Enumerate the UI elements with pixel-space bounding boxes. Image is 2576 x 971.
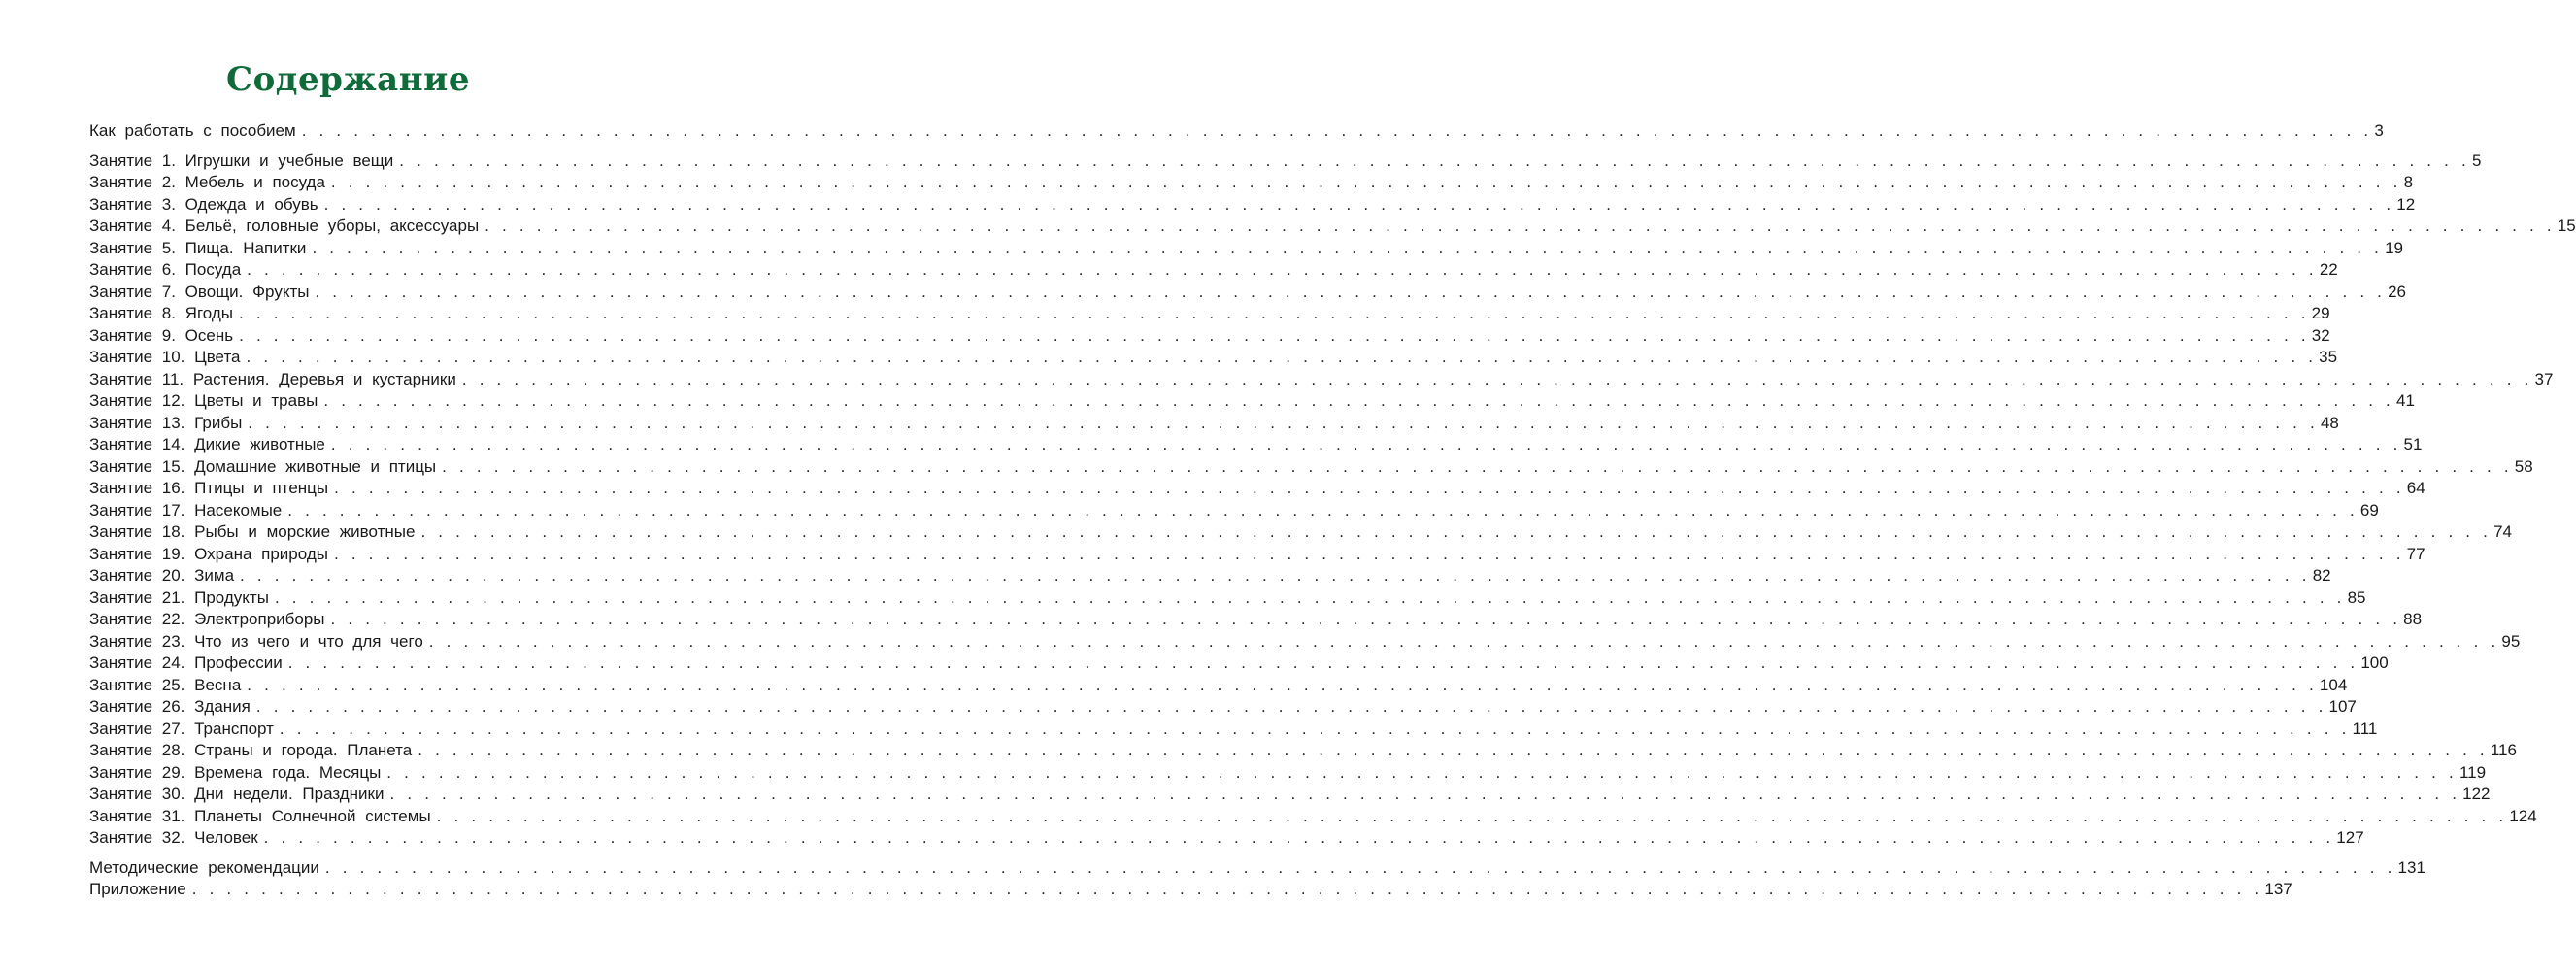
toc-entry-label: Как работать с пособием bbox=[89, 121, 296, 140]
toc-entry-page-number: 85 bbox=[2347, 587, 2366, 607]
toc-entry-label: Занятие 28. Страны и города. Планета bbox=[89, 741, 413, 759]
toc-entry[interactable] bbox=[89, 609, 2423, 631]
toc-entry-page-number: 64 bbox=[2406, 479, 2425, 497]
toc-entry-page-number: 119 bbox=[2459, 762, 2487, 782]
toc-appendix-group bbox=[89, 857, 2425, 901]
toc-dot-leader: . . . . . . . . . . . . . . . . . . . . . . . . . . . . . . . . . . . . . . . . . . . . . . . . . . . . . . . . . . . . . . . . . . . . . . . . . . . . . . . . . . . . . . . . . . . . . . . . . . . . . . . . . . . . . . . . . . . . . . . . bbox=[334, 479, 2405, 497]
toc-entry[interactable] bbox=[89, 521, 2512, 544]
toc-entry-label: Занятие 32. Человек bbox=[89, 828, 258, 847]
toc-entry-page-number: 82 bbox=[2312, 566, 2331, 585]
toc-dot-leader: . . . . . . . . . . . . . . . . . . . . . . . . . . . . . . . . . . . . . . . . . . . . . . . . . . . . . . . . . . . . . . . . . . . . . . . . . . . . . . . . . . . . . . . . . . . . . . . . . . . . . . . . . . . . . . . . . . . . . . . . bbox=[239, 325, 2310, 345]
toc-entry[interactable] bbox=[89, 151, 2482, 173]
toc-entry[interactable] bbox=[89, 784, 2491, 806]
toc-dot-leader: . . . . . . . . . . . . . . . . . . . . . . . . . . . . . . . . . . . . . . . . . . . . . . . . . . . . . . . . . . . . . . . . . . . . . . . . . . . . . . . . . . . . . . . . . . . . . . . . . . . . . . . . . . . . . . . . . . . . . . . . bbox=[436, 806, 2508, 825]
table-of-contents bbox=[89, 120, 2576, 901]
toc-entry-label: Занятие 15. Домашние животные и птицы bbox=[89, 456, 437, 476]
toc-entry-page-number: 104 bbox=[2319, 675, 2348, 694]
toc-entry-page-number: 41 bbox=[2395, 391, 2415, 410]
toc-dot-leader: . . . . . . . . . . . . . . . . . . . . . . . . . . . . . . . . . . . . . . . . . . . . . . . . . . . . . . . . . . . . . . . . . . . . . . . . . . . . . . . . . . . . . . . . . . . . . . . . . . . . . . . . . . . . . . . . . . . . . . . . bbox=[274, 587, 2346, 607]
toc-entry[interactable] bbox=[89, 500, 2379, 522]
toc-dot-leader: . . . . . . . . . . . . . . . . . . . . . . . . . . . . . . . . . . . . . . . . . . . . . . . . . . . . . . . . . . . . . . . . . . . . . . . . . . . . . . . . . . . . . . . . . . . . . . . . . . . . . . . . . . . . . . . . . . . . . . . . bbox=[399, 151, 2470, 170]
toc-entry-label: Занятие 6. Посуда bbox=[89, 260, 242, 279]
toc-entry[interactable] bbox=[89, 544, 2425, 566]
toc-dot-leader: . . . . . . . . . . . . . . . . . . . . . . . . . . . . . . . . . . . . . . . . . . . . . . . . . . . . . . . . . . . . . . . . . . . . . . . . . . . . . . . . . . . . . . . . . . . . . . . . . . . . . . . . . . . . . . . . . . . . . . . . bbox=[255, 697, 2327, 716]
toc-dot-leader: . . . . . . . . . . . . . . . . . . . . . . . . . . . . . . . . . . . . . . . . . . . . . . . . . . . . . . . . . . . . . . . . . . . . . . . . . . . . . . . . . . . . . . . . . . . . . . . . . . . . . . . . . . . . . . . . . . . . . . . . bbox=[428, 631, 2500, 651]
toc-entry-label: Занятие 4. Бельё, головные уборы, аксессуары bbox=[89, 217, 480, 235]
toc-entry[interactable] bbox=[89, 631, 2521, 653]
toc-dot-leader: . . . . . . . . . . . . . . . . . . . . . . . . . . . . . . . . . . . . . . . . . . . . . . . . . . . . . . . . . . . . . . . . . . . . . . . . . . . . . . . . . . . . . . . . . . . . . . . . . . . . . . . . . . . . . . . . . . . . . . . . bbox=[323, 194, 2395, 214]
toc-entry[interactable] bbox=[89, 172, 2414, 194]
toc-entry-label: Занятие 14. Дикие животные bbox=[89, 435, 325, 453]
toc-entry-page-number: 48 bbox=[2320, 413, 2339, 432]
toc-entry-label: Занятие 2. Мебель и посуда bbox=[89, 173, 325, 191]
toc-entry-label: Занятие 30. Дни недели. Праздники bbox=[89, 785, 385, 803]
toc-dot-leader: . . . . . . . . . . . . . . . . . . . . . . . . . . . . . . . . . . . . . . . . . . . . . . . . . . . . . . . . . . . . . . . . . . . . . . . . . . . . . . . . . . . . . . . . . . . . . . . . . . . . . . . . . . . . . . . . . . . . . . . . bbox=[246, 348, 2318, 366]
toc-entry-page-number: 32 bbox=[2311, 325, 2330, 345]
toc-entry[interactable] bbox=[89, 369, 2554, 391]
toc-entry-page-number: 26 bbox=[2388, 282, 2407, 301]
toc-entry[interactable] bbox=[89, 879, 2292, 901]
toc-entry[interactable] bbox=[89, 696, 2357, 719]
toc-dot-leader: . . . . . . . . . . . . . . . . . . . . . . . . . . . . . . . . . . . . . . . . . . . . . . . . . . . . . . . . . . . . . . . . . . . . . . . . . . . . . . . . . . . . . . . . . . . . . . . . . . . . . . . . . . . . . . . . . . . . . . . . bbox=[279, 719, 2351, 738]
toc-entry-page-number: 3 bbox=[2374, 121, 2384, 140]
toc-entry[interactable] bbox=[89, 413, 2339, 435]
toc-entry[interactable] bbox=[89, 565, 2331, 587]
toc-dot-leader: . . . . . . . . . . . . . . . . . . . . . . . . . . . . . . . . . . . . . . . . . . . . . . . . . . . . . . . . . . . . . . . . . . . . . . . . . . . . . . . . . . . . . . . . . . . . . . . . . . . . . . . . . . . . . . . . . . . . . . . . bbox=[287, 500, 2359, 519]
toc-dot-leader: . . . . . . . . . . . . . . . . . . . . . . . . . . . . . . . . . . . . . . . . . . . . . . . . . . . . . . . . . . . . . . . . . . . . . . . . . . . . . . . . . . . . . . . . . . . . . . . . . . . . . . . . . . . . . . . . . . . . . . . . bbox=[248, 413, 2319, 432]
toc-entry-page-number: 116 bbox=[2490, 741, 2517, 759]
toc-entry[interactable] bbox=[89, 325, 2330, 348]
toc-entry[interactable] bbox=[89, 120, 2384, 143]
toc-entry-label: Занятие 17. Насекомые bbox=[89, 500, 283, 519]
toc-entry[interactable] bbox=[89, 719, 2378, 741]
toc-entry-label: Занятие 23. Что из чего и что для чего bbox=[89, 631, 423, 651]
toc-entry-label: Занятие 11. Растения. Деревья и кустарники bbox=[89, 369, 456, 388]
toc-entry-label: Занятие 25. Весна bbox=[89, 675, 242, 694]
toc-dot-leader: . . . . . . . . . . . . . . . . . . . . . . . . . . . . . . . . . . . . . . . . . . . . . . . . . . . . . . . . . . . . . . . . . . . . . . . . . . . . . . . . . . . . . . . . . . . . . . . . . . . . . . . . . . . . . . . . . . . . . . . . bbox=[191, 880, 2263, 898]
toc-entry-page-number: 77 bbox=[2406, 544, 2425, 563]
toc-spacer bbox=[89, 143, 625, 151]
toc-entry-label: Занятие 1. Игрушки и учебные вещи bbox=[89, 151, 394, 170]
toc-entry-label: Занятие 27. Транспорт bbox=[89, 719, 274, 738]
toc-entry[interactable] bbox=[89, 806, 2537, 828]
toc-entry-page-number: 137 bbox=[2264, 880, 2292, 898]
toc-dot-leader: . . . . . . . . . . . . . . . . . . . . . . . . . . . . . . . . . . . . . . . . . . . . . . . . . . . . . . . . . . . . . . . . . . . . . . . . . . . . . . . . . . . . . . . . . . . . . . . . . . . . . . . . . . . . . . . . . . . . . . . . bbox=[239, 304, 2310, 322]
toc-entry[interactable] bbox=[89, 675, 2348, 697]
toc-dot-leader: . . . . . . . . . . . . . . . . . . . . . . . . . . . . . . . . . . . . . . . . . . . . . . . . . . . . . . . . . . . . . . . . . . . . . . . . . . . . . . . . . . . . . . . . . . . . . . . . . . . . . . . . . . . . . . . . . . . . . . . . bbox=[247, 675, 2318, 694]
toc-dot-leader: . . . . . . . . . . . . . . . . . . . . . . . . . . . . . . . . . . . . . . . . . . . . . . . . . . . . . . . . . . . . . . . . . . . . . . . . . . . . . . . . . . . . . . . . . . . . . . . . . . . . . . . . . . . . . . . . . . . . . . . . bbox=[315, 282, 2387, 301]
toc-entry-label: Занятие 21. Продукты bbox=[89, 587, 269, 607]
toc-entry-page-number: 69 bbox=[2359, 500, 2379, 519]
toc-entry-label: Занятие 5. Пища. Напитки bbox=[89, 238, 307, 257]
toc-dot-leader: . . . . . . . . . . . . . . . . . . . . . . . . . . . . . . . . . . . . . . . . . . . . . . . . . . . . . . . . . . . . . . . . . . . . . . . . . . . . . . . . . . . . . . . . . . . . . . . . . . . . . . . . . . . . . . . . . . . . . . . . bbox=[389, 785, 2461, 803]
toc-entry[interactable] bbox=[89, 347, 2338, 369]
toc-dot-leader: . . . . . . . . . . . . . . . . . . . . . . . . . . . . . . . . . . . . . . . . . . . . . . . . . . . . . . . . . . . . . . . . . . . . . . . . . . . . . . . . . . . . . . . . . . . . . . . . . . . . . . . . . . . . . . . . . . . . . . . . bbox=[418, 741, 2489, 759]
toc-dot-leader: . . . . . . . . . . . . . . . . . . . . . . . . . . . . . . . . . . . . . . . . . . . . . . . . . . . . . . . . . . . . . . . . . . . . . . . . . . . . . . . . . . . . . . . . . . . . . . . . . . . . . . . . . . . . . . . . . . . . . . . . bbox=[312, 238, 2384, 257]
toc-entry-page-number: 37 bbox=[2534, 369, 2554, 388]
toc-entry-page-number: 22 bbox=[2319, 260, 2338, 279]
toc-entry-label: Занятие 7. Овощи. Фрукты bbox=[89, 282, 310, 301]
toc-entry-label: Занятие 3. Одежда и обувь bbox=[89, 194, 318, 214]
toc-entry-page-number: 12 bbox=[2396, 194, 2416, 214]
toc-entry[interactable] bbox=[89, 390, 2415, 413]
toc-entry[interactable] bbox=[89, 456, 2533, 479]
toc-entry-page-number: 100 bbox=[2360, 653, 2389, 672]
toc-entry-page-number: 74 bbox=[2493, 522, 2512, 541]
toc-entry-page-number: 122 bbox=[2462, 785, 2491, 803]
toc-dot-leader: . . . . . . . . . . . . . . . . . . . . . . . . . . . . . . . . . . . . . . . . . . . . . . . . . . . . . . . . . . . . . . . . . . . . . . . . . . . . . . . . . . . . . . . . . . . . . . . . . . . . . . . . . . . . . . . . . . . . . . . . bbox=[330, 610, 2402, 628]
toc-dot-leader: . . . . . . . . . . . . . . . . . . . . . . . . . . . . . . . . . . . . . . . . . . . . . . . . . . . . . . . . . . . . . . . . . . . . . . . . . . . . . . . . . . . . . . . . . . . . . . . . . . . . . . . . . . . . . . . . . . . . . . . . bbox=[386, 762, 2458, 782]
toc-entry-label: Занятие 12. Цветы и травы bbox=[89, 391, 318, 410]
toc-entry-page-number: 51 bbox=[2403, 435, 2423, 453]
toc-entry-page-number: 58 bbox=[2514, 456, 2533, 476]
toc-dot-leader: . . . . . . . . . . . . . . . . . . . . . . . . . . . . . . . . . . . . . . . . . . . . . . . . . . . . . . . . . . . . . . . . . . . . . . . . . . . . . . . . . . . . . . . . . . . . . . . . . . . . . . . . . . . . . . . . . . . . . . . . bbox=[330, 435, 2402, 453]
toc-entry[interactable] bbox=[89, 259, 2338, 282]
toc-dot-leader: . . . . . . . . . . . . . . . . . . . . . . . . . . . . . . . . . . . . . . . . . . . . . . . . . . . . . . . . . . . . . . . . . . . . . . . . . . . . . . . . . . . . . . . . . . . . . . . . . . . . . . . . . . . . . . . . . . . . . . . . bbox=[247, 260, 2318, 279]
toc-entry-label: Занятие 29. Времена года. Месяцы bbox=[89, 762, 382, 782]
toc-entry-page-number: 124 bbox=[2509, 806, 2537, 825]
toc-entry-label: Занятие 19. Охрана природы bbox=[89, 544, 328, 563]
toc-entry-label: Приложение bbox=[89, 880, 186, 898]
toc-dot-leader: . . . . . . . . . . . . . . . . . . . . . . . . . . . . . . . . . . . . . . . . . . . . . . . . . . . . . . . . . . . . . . . . . . . . . . . . . . . . . . . . . . . . . . . . . . . . . . . . . . . . . . . . . . . . . . . . . . . . . . . . bbox=[442, 456, 2513, 476]
toc-entry-label: Занятие 8. Ягоды bbox=[89, 304, 234, 322]
toc-intro-group bbox=[89, 120, 2384, 143]
toc-entry-label: Занятие 24. Профессии bbox=[89, 653, 283, 672]
toc-entry-page-number: 107 bbox=[2328, 697, 2357, 716]
page-title: Содержание bbox=[226, 60, 470, 99]
toc-dot-leader: . . . . . . . . . . . . . . . . . . . . . . . . . . . . . . . . . . . . . . . . . . . . . . . . . . . . . . . . . . . . . . . . . . . . . . . . . . . . . . . . . . . . . . . . . . . . . . . . . . . . . . . . . . . . . . . . . . . . . . . . bbox=[485, 217, 2556, 235]
toc-dot-leader: . . . . . . . . . . . . . . . . . . . . . . . . . . . . . . . . . . . . . . . . . . . . . . . . . . . . . . . . . . . . . . . . . . . . . . . . . . . . . . . . . . . . . . . . . . . . . . . . . . . . . . . . . . . . . . . . . . . . . . . . bbox=[287, 653, 2359, 672]
toc-dot-leader: . . . . . . . . . . . . . . . . . . . . . . . . . . . . . . . . . . . . . . . . . . . . . . . . . . . . . . . . . . . . . . . . . . . . . . . . . . . . . . . . . . . . . . . . . . . . . . . . . . . . . . . . . . . . . . . . . . . . . . . . bbox=[240, 566, 2311, 585]
toc-dot-leader: . . . . . . . . . . . . . . . . . . . . . . . . . . . . . . . . . . . . . . . . . . . . . . . . . . . . . . . . . . . . . . . . . . . . . . . . . . . . . . . . . . . . . . . . . . . . . . . . . . . . . . . . . . . . . . . . . . . . . . . . bbox=[324, 857, 2396, 877]
toc-entry-page-number: 131 bbox=[2397, 857, 2425, 877]
toc-entry-page-number: 88 bbox=[2403, 610, 2423, 628]
toc-dot-leader: . . . . . . . . . . . . . . . . . . . . . . . . . . . . . . . . . . . . . . . . . . . . . . . . . . . . . . . . . . . . . . . . . . . . . . . . . . . . . . . . . . . . . . . . . . . . . . . . . . . . . . . . . . . . . . . . . . . . . . . . bbox=[263, 828, 2335, 847]
toc-entry-label: Занятие 26. Здания bbox=[89, 697, 251, 716]
toc-dot-leader: . . . . . . . . . . . . . . . . . . . . . . . . . . . . . . . . . . . . . . . . . . . . . . . . . . . . . . . . . . . . . . . . . . . . . . . . . . . . . . . . . . . . . . . . . . . . . . . . . . . . . . . . . . . . . . . . . . . . . . . . bbox=[301, 121, 2373, 140]
toc-lessons-group bbox=[89, 151, 2576, 850]
toc-entry[interactable] bbox=[89, 827, 2364, 850]
toc-dot-leader: . . . . . . . . . . . . . . . . . . . . . . . . . . . . . . . . . . . . . . . . . . . . . . . . . . . . . . . . . . . . . . . . . . . . . . . . . . . . . . . . . . . . . . . . . . . . . . . . . . . . . . . . . . . . . . . . . . . . . . . . bbox=[420, 522, 2492, 541]
toc-dot-leader: . . . . . . . . . . . . . . . . . . . . . . . . . . . . . . . . . . . . . . . . . . . . . . . . . . . . . . . . . . . . . . . . . . . . . . . . . . . . . . . . . . . . . . . . . . . . . . . . . . . . . . . . . . . . . . . . . . . . . . . . bbox=[330, 173, 2402, 191]
toc-entry-page-number: 29 bbox=[2311, 304, 2330, 322]
toc-entry-label: Занятие 10. Цвета bbox=[89, 348, 241, 366]
toc-entry[interactable] bbox=[89, 653, 2389, 675]
toc-entry-page-number: 5 bbox=[2471, 151, 2482, 170]
toc-entry[interactable] bbox=[89, 434, 2423, 456]
toc-spacer bbox=[89, 850, 625, 857]
toc-entry[interactable] bbox=[89, 303, 2330, 325]
toc-entry-page-number: 111 bbox=[2352, 719, 2378, 738]
toc-entry[interactable] bbox=[89, 238, 2403, 260]
toc-entry[interactable] bbox=[89, 478, 2425, 500]
toc-entry-label: Занятие 31. Планеты Солнечной системы bbox=[89, 806, 431, 825]
toc-entry[interactable] bbox=[89, 216, 2576, 238]
toc-entry-label: Методические рекомендации bbox=[89, 857, 319, 877]
toc-entry-label: Занятие 20. Зима bbox=[89, 566, 235, 585]
toc-entry[interactable] bbox=[89, 194, 2416, 217]
toc-entry-page-number: 127 bbox=[2336, 828, 2364, 847]
toc-entry-label: Занятие 16. Птицы и птенцы bbox=[89, 479, 329, 497]
toc-entry-page-number: 95 bbox=[2501, 631, 2521, 651]
toc-entry[interactable] bbox=[89, 282, 2407, 304]
toc-entry[interactable] bbox=[89, 762, 2487, 785]
toc-dot-leader: . . . . . . . . . . . . . . . . . . . . . . . . . . . . . . . . . . . . . . . . . . . . . . . . . . . . . . . . . . . . . . . . . . . . . . . . . . . . . . . . . . . . . . . . . . . . . . . . . . . . . . . . . . . . . . . . . . . . . . . . bbox=[461, 369, 2533, 388]
toc-entry-page-number: 8 bbox=[2403, 173, 2414, 191]
toc-entry-page-number: 19 bbox=[2385, 238, 2403, 257]
toc-entry-label: Занятие 18. Рыбы и морские животные bbox=[89, 522, 416, 541]
toc-dot-leader: . . . . . . . . . . . . . . . . . . . . . . . . . . . . . . . . . . . . . . . . . . . . . . . . . . . . . . . . . . . . . . . . . . . . . . . . . . . . . . . . . . . . . . . . . . . . . . . . . . . . . . . . . . . . . . . . . . . . . . . . bbox=[333, 544, 2405, 563]
toc-entry-page-number: 35 bbox=[2319, 348, 2338, 366]
toc-entry-label: Занятие 9. Осень bbox=[89, 325, 234, 345]
toc-entry[interactable] bbox=[89, 740, 2517, 762]
toc-entry[interactable] bbox=[89, 587, 2366, 610]
toc-entry-label: Занятие 13. Грибы bbox=[89, 413, 243, 432]
toc-dot-leader: . . . . . . . . . . . . . . . . . . . . . . . . . . . . . . . . . . . . . . . . . . . . . . . . . . . . . . . . . . . . . . . . . . . . . . . . . . . . . . . . . . . . . . . . . . . . . . . . . . . . . . . . . . . . . . . . . . . . . . . . bbox=[323, 391, 2394, 410]
toc-entry[interactable] bbox=[89, 857, 2425, 880]
toc-entry-page-number: 15 bbox=[2557, 217, 2576, 235]
toc-entry-label: Занятие 22. Электроприборы bbox=[89, 610, 325, 628]
